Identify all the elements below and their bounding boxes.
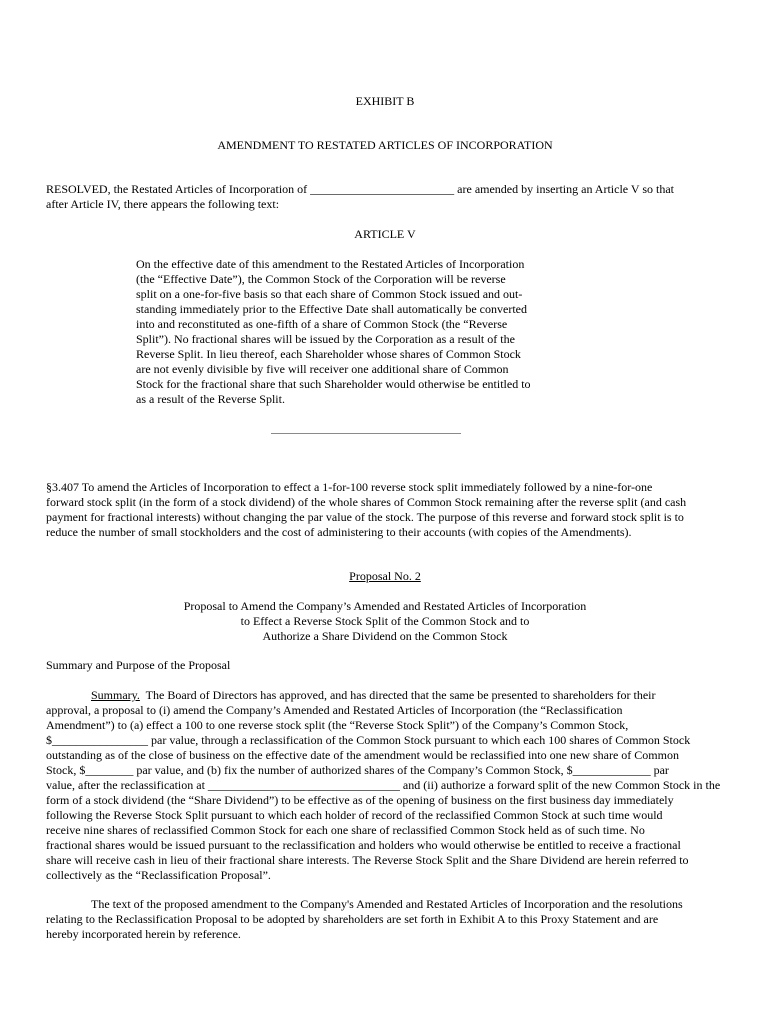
summary-line: fractional shares would be issued pursuant to the reclassification and holders who would otherwise be entitled to receive a fractional (46, 838, 681, 852)
section-line: payment for fractional interests) without changing the par value of the stock. The purpose of this reverse and forward stock split is to (46, 510, 684, 524)
article-line: standing immediately prior to the Effective Date shall automatically be converted (136, 302, 527, 316)
summary-paragraph (46, 688, 730, 883)
summary-first-line (46, 688, 730, 703)
section-line: forward stock split (in the form of a stock dividend) of the whole shares of Common Stock remaining after the reverse split (and cash (46, 495, 687, 509)
summary-line: outstanding as of the close of business on the effective date of the amendment would be reclassified into one new share of Common (46, 748, 679, 762)
summary-first-line-text: The Board of Directors has approved, and has directed that the same be presented to shareholders for their (139, 688, 656, 702)
summary-line: receive nine shares of reclassified Common Stock for each one share of reclassified Common Stock held as of such time. No (46, 823, 645, 837)
amendment-title: AMENDMENT TO RESTATED ARTICLES OF INCORPORATION (217, 138, 553, 152)
section-3407-paragraph (46, 480, 726, 540)
summary-line: Amendment”) to (a) effect a 100 to one reverse stock split (the “Reverse Stock Split”) of the Company’s Common Stock, (46, 718, 629, 732)
article-line: (the “Effective Date”), the Common Stock of the Corporation will be reverse (136, 272, 506, 286)
section-line: reduce the number of small stockholders and the cost of administering to their accounts (with copies of the Amendments). (46, 525, 632, 539)
section-line: §3.407 To amend the Articles of Incorporation to effect a 1-for-100 reverse stock split immediately followed by a nine-for-one (46, 480, 653, 494)
summary-line: share will receive cash in lieu of their fractional share interests. The Reverse Stock Split and the Share Dividend are herein referred to (46, 853, 689, 867)
text-para-line: hereby incorporated herein by reference. (46, 927, 241, 941)
resolved-line: RESOLVED, the Restated Articles of Incorporation of ________________________ are amended by inserting an Article V so that (46, 182, 675, 196)
summary-label: Summary. (91, 688, 140, 702)
text-para-first-line (46, 897, 730, 912)
proposal-number (0, 569, 770, 584)
article-line: Split”). No fractional shares will be issued by the Corporation as a result of the (136, 332, 515, 346)
article-heading: ARTICLE V (354, 227, 416, 241)
exhibit-title: EXHIBIT B (355, 94, 415, 108)
summary-line: $________________ par value, through a reclassification of the Common Stock pursuant to which each 100 shares of Common Stock (46, 733, 691, 747)
article-line: Reverse Split. In lieu thereof, each Shareholder whose shares of Common Stock (136, 347, 521, 361)
article-line: split on a one-for-five basis so that each share of Common Stock issued and out- (136, 287, 523, 301)
proposal-title-line: Proposal to Amend the Company’s Amended and Restated Articles of Incorporation (183, 599, 587, 613)
section-divider (271, 433, 461, 434)
article-line: into and reconstituted as one-fifth of a share of Common Stock (the “Reverse (136, 317, 508, 331)
text-para-first-line-text: The text of the proposed amendment to the Company's Amended and Restated Articles of Incorporation and the resolutions (91, 897, 683, 911)
summary-line: form of a stock dividend (the “Share Dividend”) to be effective as of the opening of business on the first business day immediately (46, 793, 674, 807)
summary-heading: Summary and Purpose of the Proposal (46, 658, 231, 672)
resolved-paragraph (46, 182, 726, 212)
proposal-number-text: Proposal No. 2 (349, 569, 421, 583)
article-line: On the effective date of this amendment to the Restated Articles of Incorporation (136, 257, 525, 271)
summary-line: value, after the reclassification at ________________________________ and (ii) authorize a forward split of the new Common Stock in the (46, 778, 721, 792)
proposal-title-line: to Effect a Reverse Stock Split of the Common Stock and to (240, 614, 530, 628)
proposal-title (0, 599, 770, 644)
summary-line: collectively as the “Reclassification Proposal”. (46, 868, 271, 882)
amendment-text-paragraph (46, 897, 730, 942)
summary-line: following the Reverse Stock Split pursuant to which each holder of record of the reclassified Common Stock at such time would (46, 808, 663, 822)
resolved-line: after Article IV, there appears the following text: (46, 197, 280, 211)
article-v-body (136, 257, 554, 407)
proposal-title-line: Authorize a Share Dividend on the Common Stock (262, 629, 508, 643)
summary-line: approval, a proposal to (i) amend the Company’s Amended and Restated Articles of Incorporation (the “Reclassification (46, 703, 623, 717)
article-line: are not evenly divisible by five will receiver one additional share of Common (136, 362, 509, 376)
article-line: as a result of the Reverse Split. (136, 392, 285, 406)
article-line: Stock for the fractional share that such Shareholder would otherwise be entitled to (136, 377, 531, 391)
summary-line: Stock, $________ par value, and (b) fix the number of authorized shares of the Company’s Common Stock, $_____________ par (46, 763, 669, 777)
text-para-line: relating to the Reclassification Proposal to be adopted by shareholders are set forth in Exhibit A to this Proxy Statement and are (46, 912, 659, 926)
